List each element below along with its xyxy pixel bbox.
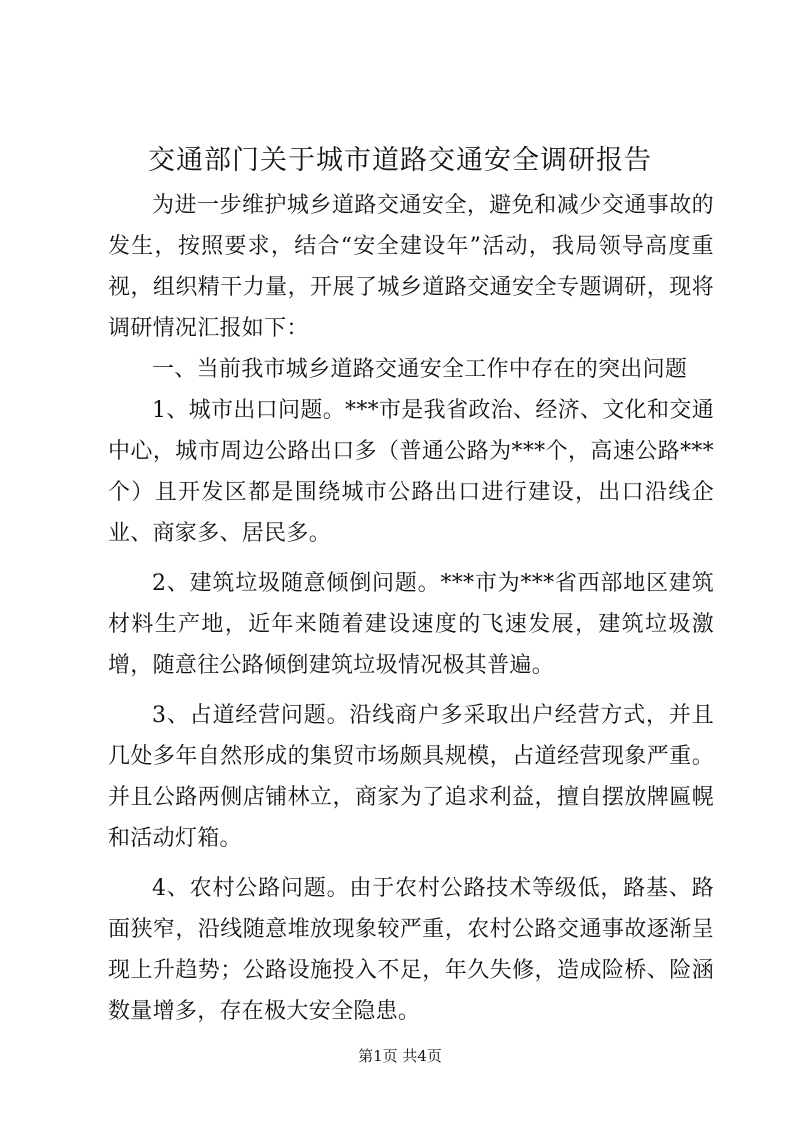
- issue-paragraph-2: 2、建筑垃圾随意倾倒问题。***市为***省西部地区建筑材料生产地，近年来随着建设速度的飞速发展，建筑垃圾激增，随意往公路倾倒建筑垃圾情况极其普遍。: [108, 571, 714, 678]
- section-heading: 一、当前我市城乡道路交通安全工作中存在的突出问题: [152, 357, 688, 382]
- issue-paragraph-3: 3、占道经营问题。沿线商户多采取出户经营方式，并且几处多年自然形成的集贸市场颇具规模，占道经营现象严重。并且公路两侧店铺林立，商家为了追求利益，擅自摆放牌匾幌和活动灯箱。: [108, 703, 714, 851]
- issue-paragraph-1: 1、城市出口问题。***市是我省政治、经济、文化和交通中心，城市周边公路出口多（普通公路为***个，高速公路***个）且开发区都是围绕城市公路出口进行建设，出口沿线企业、商家多、居民多。: [108, 398, 714, 546]
- page-number-footer: 第1页 共4页: [358, 1047, 442, 1065]
- document-body: [108, 185, 714, 1032]
- document-title: 交通部门关于城市道路交通安全调研报告: [148, 145, 652, 176]
- intro-paragraph: 为进一步维护城乡道路交通安全，避免和减少交通事故的发生，按照要求，结合“安全建设年”活动，我局领导高度重视，组织精干力量，开展了城乡道路交通安全专题调研，现将调研情况汇报如下：: [108, 193, 714, 341]
- issue-paragraph-4: 4、农村公路问题。由于农村公路技术等级低，路基、路面狭窄，沿线随意堆放现象较严重，农村公路交通事故逐渐呈现上升趋势；公路设施投入不足，年久失修，造成险桥、险涵数量增多，存在极大安全隐患。: [108, 876, 714, 1024]
